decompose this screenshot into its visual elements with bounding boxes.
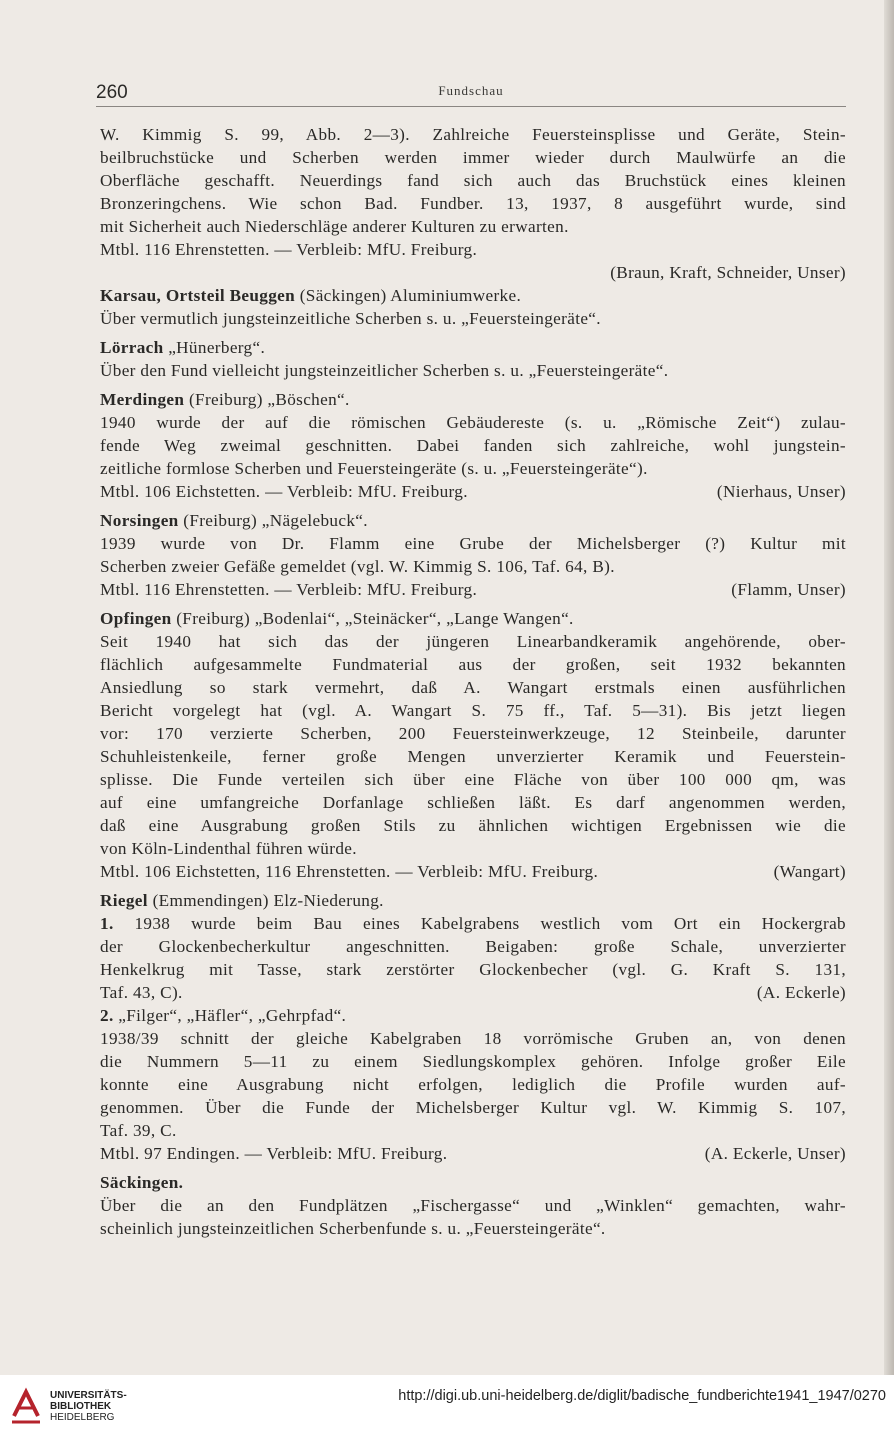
body-line: Taf. 39, C.	[100, 1121, 177, 1140]
page-number: 260	[96, 82, 128, 103]
entry-heading-loerrach	[100, 336, 846, 359]
attribution: (A. Eckerle)	[756, 983, 846, 1002]
body-line: Schuhleistenkeile, ferner große Mengen unverzierter Keramik und Feuerstein-	[100, 747, 846, 766]
body-line: der Glockenbecherkultur angeschnitten. Beigaben: große Schale, unverzierter	[100, 937, 846, 956]
attribution: (Flamm, Unser)	[731, 580, 846, 599]
body-line	[100, 860, 846, 883]
permalink-url[interactable]: http://digi.ub.uni-heidelberg.de/diglit/badische_fundberichte1941_1947/0270	[398, 1388, 886, 1404]
place-name: Opfingen	[100, 609, 172, 628]
attribution: (Braun, Kraft, Schneider, Unser)	[610, 263, 846, 282]
body-line: von Köln-Lindenthal führen würde.	[100, 839, 357, 858]
entry-heading-karsau	[100, 284, 846, 307]
running-head: Fundschau	[438, 83, 504, 98]
attribution: (Nierhaus, Unser)	[716, 482, 846, 501]
heading-rest: (Freiburg) „Böschen“.	[184, 390, 350, 409]
heading-rest: (Freiburg) „Nägelebuck“.	[178, 511, 368, 530]
sub-heading-text: „Filger“, „Häfler“, „Gehrpfad“.	[113, 1006, 347, 1025]
body-line	[100, 912, 846, 935]
body-line: vor: 170 verzierte Scherben, 200 Feuersteinwerkzeuge, 12 Steinbeile, darunter	[100, 724, 846, 743]
location-note: Mtbl. 106 Eichstetten, 116 Ehrenstetten. — Verbleib: MfU. Freiburg.	[100, 862, 599, 881]
body-line: Ansiedlung so stark vermehrt, daß A. Wangart erstmals einen ausführlichen	[100, 678, 846, 697]
entry-heading-merdingen	[100, 388, 846, 411]
body-line: mit Sicherheit auch Niederschläge anderer Kulturen zu erwarten.	[100, 217, 569, 236]
body-line: zeitliche formlose Scherben und Feuersteingeräte (s. u. „Feuersteingeräte“).	[100, 459, 648, 478]
library-name-line: BIBLIOTHEK	[50, 1401, 112, 1412]
body-line: Über vermutlich jungsteinzeitliche Scherben s. u. „Feuersteingeräte“.	[100, 309, 601, 328]
body-line: 1939 wurde von Dr. Flamm eine Grube der Michelsberger (?) Kultur mit	[100, 534, 846, 553]
place-name: Säckingen.	[100, 1173, 184, 1192]
body-line: Seit 1940 hat sich das der jüngeren Linearbandkeramik angehörende, ober-	[100, 632, 846, 651]
body-line: fende Weg zweimal geschnitten. Dabei fanden sich zahlreiche, wohl jungstein-	[100, 436, 846, 455]
location-note: Mtbl. 116 Ehrenstetten. — Verbleib: MfU. Freiburg.	[100, 580, 478, 599]
section-number: 2.	[100, 1006, 114, 1025]
body-line: auf eine umfangreiche Dorfanlage schließen läßt. Es darf angenommen werden,	[100, 793, 846, 812]
page-body	[100, 123, 846, 1240]
body-text: Taf. 43, C).	[100, 983, 183, 1002]
body-line: Oberfläche geschafft. Neuerdings fand sich auch das Bruchstück eines kleinen	[100, 171, 846, 190]
body-line: Über den Fund vielleicht jungsteinzeitlicher Scherben s. u. „Feuersteingeräte“.	[100, 361, 669, 380]
body-line: Bericht vorgelegt hat (vgl. A. Wangart S. 75 ff., Taf. 5—31). Bis jetzt liegen	[100, 701, 846, 720]
location-note: Mtbl. 97 Endingen. — Verbleib: MfU. Freiburg.	[100, 1144, 448, 1163]
body-line: Scherben zweier Gefäße gemeldet (vgl. W. Kimmig S. 106, Taf. 64, B).	[100, 557, 615, 576]
body-line: Bronzeringchens. Wie schon Bad. Fundber. 13, 1937, 8 ausgeführt wurde, sind	[100, 194, 846, 213]
body-line: genommen. Über die Funde der Michelsberger Kultur vgl. W. Kimmig S. 107,	[100, 1098, 846, 1117]
body-line: Mtbl. 116 Ehrenstetten. — Verbleib: MfU. Freiburg.	[100, 240, 478, 259]
library-name	[50, 1390, 127, 1423]
page-header	[96, 80, 846, 107]
body-line	[100, 981, 846, 1004]
heading-rest: (Freiburg) „Bodenlai“, „Steinäcker“, „Lange Wangen“.	[171, 609, 574, 628]
entry-heading-opfingen	[100, 607, 846, 630]
sub-heading	[100, 1004, 846, 1027]
library-name-line: UNIVERSITÄTS-	[50, 1390, 127, 1401]
body-line: konnte eine Ausgrabung nicht erfolgen, lediglich die Profile wurden auf-	[100, 1075, 846, 1094]
entry-heading-norsingen	[100, 509, 846, 532]
attribution: (A. Eckerle, Unser)	[704, 1144, 846, 1163]
body-line: daß eine Ausgrabung großen Stils zu ähnlichen wichtigen Ergebnissen wie die	[100, 816, 846, 835]
body-line: beilbruchstücke und Scherben werden immer wieder durch Maulwürfe an die	[100, 148, 846, 167]
body-line: W. Kimmig S. 99, Abb. 2—3). Zahlreiche Feuersteinsplisse und Geräte, Stein-	[100, 125, 846, 144]
place-name: Lörrach	[100, 338, 164, 357]
body-line: splisse. Die Funde verteilen sich über eine Fläche von über 100 000 qm, was	[100, 770, 846, 789]
location-note: Mtbl. 106 Eichstetten. — Verbleib: MfU. Freiburg.	[100, 482, 468, 501]
body-line: scheinlich jungsteinzeitlichen Scherbenfunde s. u. „Feuersteingeräte“.	[100, 1219, 606, 1238]
body-line: 1938/39 schnitt der gleiche Kabelgraben 18 vorrömische Gruben an, von denen	[100, 1029, 846, 1048]
heading-rest: (Emmendingen) Elz-Niederung.	[147, 891, 384, 910]
body-line	[100, 480, 846, 503]
body-line	[100, 578, 846, 601]
place-name: Norsingen	[100, 511, 179, 530]
body-line: Über die an den Fundplätzen „Fischergasse“ und „Winklen“ gemachten, wahr-	[100, 1196, 846, 1215]
place-name: Merdingen	[100, 390, 185, 409]
body-line: 1940 wurde der auf die römischen Gebäudereste (s. u. „Römische Zeit“) zulau-	[100, 413, 846, 432]
body-line: Henkelkrug mit Tasse, stark zerstörter Glockenbecher (vgl. G. Kraft S. 131,	[100, 960, 846, 979]
entry-heading-saeckingen	[100, 1171, 846, 1194]
attribution: (Wangart)	[773, 862, 846, 881]
place-name: Karsau, Ortsteil Beuggen	[100, 286, 296, 305]
place-name: Riegel	[100, 891, 148, 910]
body-line: die Nummern 5—11 zu einem Siedlungskomplex gehören. Infolge großer Eile	[100, 1052, 846, 1071]
heading-rest: „Hünerberg“.	[163, 338, 266, 357]
library-footer	[0, 1375, 894, 1439]
body-text: 1938 wurde beim Bau eines Kabelgrabens westlich vom Ort ein Hockergrab	[113, 914, 846, 933]
entry-heading-riegel	[100, 889, 846, 912]
page-edge-shadow	[884, 0, 894, 1375]
library-name-line: HEIDELBERG	[50, 1412, 115, 1423]
library-logo-icon	[8, 1386, 44, 1426]
heading-rest: (Säckingen) Aluminiumwerke.	[295, 286, 522, 305]
section-number: 1.	[100, 914, 114, 933]
body-line: flächlich aufgesammelte Fundmaterial aus der großen, seit 1932 bekannten	[100, 655, 846, 674]
body-line	[100, 1142, 846, 1165]
